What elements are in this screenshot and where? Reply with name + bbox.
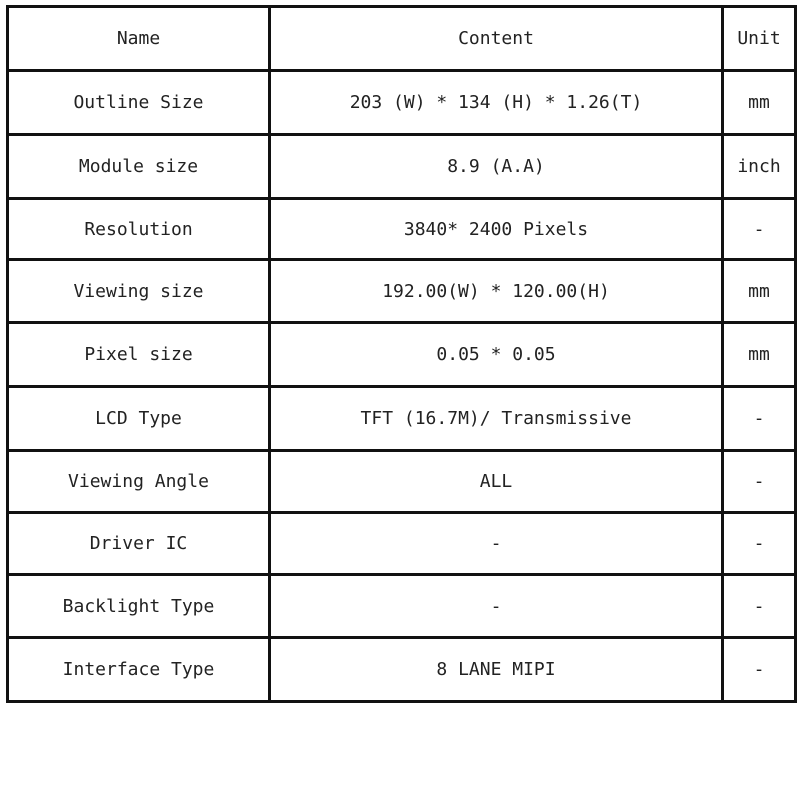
row-content: 203 (W) * 134 (H) * 1.26(T) bbox=[270, 71, 723, 135]
row-content: 8.9 (A.A) bbox=[270, 135, 723, 199]
row-content: 3840* 2400 Pixels bbox=[270, 199, 723, 260]
row-name: Module size bbox=[8, 135, 270, 199]
row-unit: - bbox=[723, 199, 796, 260]
row-name: LCD Type bbox=[8, 387, 270, 451]
row-unit: - bbox=[723, 575, 796, 638]
row-name: Resolution bbox=[8, 199, 270, 260]
spec-table bbox=[6, 5, 797, 703]
row-content: - bbox=[270, 575, 723, 638]
table-row bbox=[8, 638, 796, 702]
row-content: - bbox=[270, 513, 723, 575]
row-unit: mm bbox=[723, 260, 796, 323]
header-unit: Unit bbox=[723, 7, 796, 71]
row-unit: - bbox=[723, 451, 796, 513]
row-name: Outline Size bbox=[8, 71, 270, 135]
row-content: 192.00(W) * 120.00(H) bbox=[270, 260, 723, 323]
table-row bbox=[8, 260, 796, 323]
row-unit: - bbox=[723, 387, 796, 451]
row-unit: - bbox=[723, 513, 796, 575]
row-unit: inch bbox=[723, 135, 796, 199]
row-unit: mm bbox=[723, 71, 796, 135]
row-content: TFT (16.7M)/ Transmissive bbox=[270, 387, 723, 451]
table-row bbox=[8, 71, 796, 135]
table-row bbox=[8, 135, 796, 199]
row-content: ALL bbox=[270, 451, 723, 513]
header-name: Name bbox=[8, 7, 270, 71]
row-name: Driver IC bbox=[8, 513, 270, 575]
row-name: Viewing size bbox=[8, 260, 270, 323]
table-row bbox=[8, 513, 796, 575]
table-row bbox=[8, 387, 796, 451]
table-row bbox=[8, 323, 796, 387]
row-name: Interface Type bbox=[8, 638, 270, 702]
row-name: Pixel size bbox=[8, 323, 270, 387]
table-row bbox=[8, 199, 796, 260]
table-row bbox=[8, 575, 796, 638]
row-content: 8 LANE MIPI bbox=[270, 638, 723, 702]
row-unit: - bbox=[723, 638, 796, 702]
table-row bbox=[8, 451, 796, 513]
row-unit: mm bbox=[723, 323, 796, 387]
row-name: Viewing Angle bbox=[8, 451, 270, 513]
row-content: 0.05 * 0.05 bbox=[270, 323, 723, 387]
table-header-row bbox=[8, 7, 796, 71]
row-name: Backlight Type bbox=[8, 575, 270, 638]
header-content: Content bbox=[270, 7, 723, 71]
